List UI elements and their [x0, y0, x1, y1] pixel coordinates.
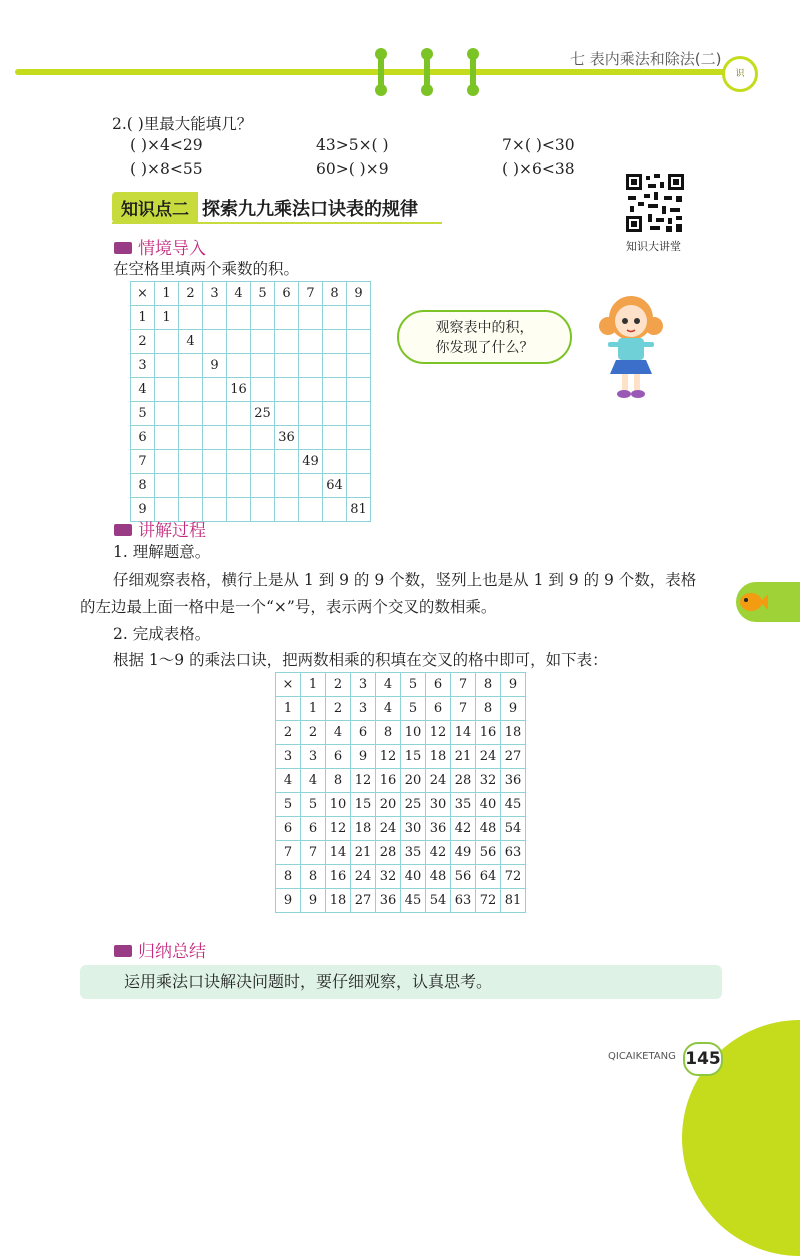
table1-cell: [299, 402, 323, 426]
table1-cell: [227, 474, 251, 498]
table1-cell: 16: [227, 378, 251, 402]
table1-cell: [251, 426, 275, 450]
table1-row: [131, 450, 371, 474]
table2-cell: 30: [401, 817, 426, 841]
table2-header-cell: ×: [276, 673, 301, 697]
table1-cell: 4: [179, 330, 203, 354]
table2-cell: 4: [376, 697, 401, 721]
table1-cell: [203, 498, 227, 522]
table1-cell: [227, 354, 251, 378]
table2-cell: 48: [426, 865, 451, 889]
table1-cell: [347, 426, 371, 450]
table2-cell: 5: [401, 697, 426, 721]
table2-cell: 4: [326, 721, 351, 745]
table1-row: [131, 306, 371, 330]
cartoon-girl-icon: [596, 288, 666, 403]
table2-cell: 24: [351, 865, 376, 889]
table1-cell: [179, 402, 203, 426]
table2-cell: 1: [301, 697, 326, 721]
table2-cell: 2: [301, 721, 326, 745]
explain-paragraph: 的左边最上面一格中是一个“×”号，表示两个交叉的数相乘。: [80, 598, 497, 616]
explain-paragraph: 根据 1～9 的乘法口诀，把两数相乘的积填在交叉的格中即可，如下表：: [113, 651, 608, 669]
table1-cell: [155, 450, 179, 474]
table1-cell: [275, 450, 299, 474]
explain-heading-label: 讲解过程: [138, 521, 206, 541]
table1-row-header: 2: [131, 330, 155, 354]
table2-cell: 8: [301, 865, 326, 889]
table1-cell: 9: [203, 354, 227, 378]
table2-row-header: 7: [276, 841, 301, 865]
table2-cell: 72: [501, 865, 526, 889]
table1-cell: [179, 474, 203, 498]
table2-cell: 16: [326, 865, 351, 889]
table2-cell: 12: [326, 817, 351, 841]
table2-cell: 8: [476, 697, 501, 721]
table2-cell: 27: [351, 889, 376, 913]
table1-row: [131, 354, 371, 378]
table2-cell: 24: [376, 817, 401, 841]
table2-row: [276, 817, 526, 841]
bubble-line: 你发现了什么？: [435, 340, 534, 356]
table1-cell: [275, 474, 299, 498]
table2-row: [276, 865, 526, 889]
table1-cell: [323, 402, 347, 426]
question-item: 7×( )<30: [502, 136, 575, 154]
table1-cell: [275, 498, 299, 522]
table1-row-header: 7: [131, 450, 155, 474]
table2-header-cell: 8: [476, 673, 501, 697]
table1-header-cell: 4: [227, 282, 251, 306]
table1-cell: [203, 306, 227, 330]
table2-row-header: 3: [276, 745, 301, 769]
table1-cell: [323, 450, 347, 474]
question-item: ( )×4<29: [130, 136, 203, 154]
table1-cell: [251, 306, 275, 330]
table1-cell: [227, 402, 251, 426]
table1-cell: [275, 378, 299, 402]
table1-cell: [227, 498, 251, 522]
table2-cell: 21: [351, 841, 376, 865]
table2-row-header: 9: [276, 889, 301, 913]
table1-header-cell: 8: [323, 282, 347, 306]
table2-cell: 8: [376, 721, 401, 745]
question-item: 60>( )×9: [316, 160, 389, 178]
table2-cell: 24: [476, 745, 501, 769]
table2-header-cell: 9: [501, 673, 526, 697]
table2-cell: 20: [376, 793, 401, 817]
table1-cell: [203, 330, 227, 354]
table1-cell: [251, 450, 275, 474]
table1-cell: [251, 330, 275, 354]
chapter-title: 七 表内乘法和除法(二): [570, 50, 722, 68]
table2-row-header: 2: [276, 721, 301, 745]
table1-header-cell: ×: [131, 282, 155, 306]
step-2: 2. 完成表格。: [113, 625, 211, 643]
table2-cell: 35: [401, 841, 426, 865]
table1-cell: [347, 378, 371, 402]
table2-cell: 54: [426, 889, 451, 913]
summary-heading-label: 归纳总结: [138, 942, 206, 962]
summary-heading: [114, 937, 206, 962]
table1-row-header: 5: [131, 402, 155, 426]
table2-cell: 36: [426, 817, 451, 841]
table1-cell: [251, 474, 275, 498]
table2-row-header: 8: [276, 865, 301, 889]
qr-label: 知识大讲堂: [626, 240, 681, 253]
table1-cell: [347, 354, 371, 378]
table1-row: [131, 378, 371, 402]
table2-row-header: 4: [276, 769, 301, 793]
table1-cell: [299, 330, 323, 354]
question-title: 2.( )里最大能填几？: [112, 115, 253, 133]
table2-cell: 10: [326, 793, 351, 817]
table2-cell: 49: [451, 841, 476, 865]
table2-cell: 28: [376, 841, 401, 865]
table2-cell: 3: [351, 697, 376, 721]
table2-cell: 72: [476, 889, 501, 913]
table2-cell: 18: [426, 745, 451, 769]
table2-header-cell: 3: [351, 673, 376, 697]
table1-cell: [323, 426, 347, 450]
table1-cell: [323, 330, 347, 354]
table2-cell: 32: [376, 865, 401, 889]
table1-cell: [203, 474, 227, 498]
table1-header-cell: 1: [155, 282, 179, 306]
table2-header-cell: 4: [376, 673, 401, 697]
table2-cell: 54: [501, 817, 526, 841]
table1-cell: [227, 330, 251, 354]
table1-cell: [299, 354, 323, 378]
question-item: ( )×6<38: [502, 160, 575, 178]
table2-cell: 10: [401, 721, 426, 745]
table2-cell: 14: [451, 721, 476, 745]
table2-cell: 45: [501, 793, 526, 817]
table1-cell: [227, 450, 251, 474]
table2-cell: 18: [326, 889, 351, 913]
table2-cell: 63: [451, 889, 476, 913]
full-multiplication-table: [275, 672, 526, 913]
table2-cell: 28: [451, 769, 476, 793]
table2-cell: 18: [351, 817, 376, 841]
bubble-line: 观察表中的积，: [435, 320, 534, 336]
table1-cell: [275, 354, 299, 378]
table1-cell: 49: [299, 450, 323, 474]
table1-row: [131, 282, 371, 306]
table1-cell: [179, 378, 203, 402]
table2-cell: 9: [501, 697, 526, 721]
table2-cell: 4: [301, 769, 326, 793]
table2-cell: 12: [351, 769, 376, 793]
table2-cell: 25: [401, 793, 426, 817]
table1-cell: [203, 426, 227, 450]
table1-cell: [203, 402, 227, 426]
summary-box: 运用乘法口诀解决问题时，要仔细观察，认真思考。: [80, 965, 722, 999]
table2-row: [276, 745, 526, 769]
table1-cell: [347, 330, 371, 354]
table2-row: [276, 673, 526, 697]
table1-header-cell: 6: [275, 282, 299, 306]
speech-bubble: [397, 310, 572, 364]
table1-cell: [323, 498, 347, 522]
fish-icon: [738, 590, 768, 614]
table2-cell: 5: [301, 793, 326, 817]
table1-cell: [299, 474, 323, 498]
table1-cell: [299, 426, 323, 450]
section-underline: [112, 222, 442, 224]
table1-cell: [299, 378, 323, 402]
table1-cell: 36: [275, 426, 299, 450]
table1-cell: [155, 474, 179, 498]
table1-cell: [179, 426, 203, 450]
binder-clip-icon: [424, 52, 430, 92]
eraser-icon: [114, 524, 132, 536]
table1-header-cell: 3: [203, 282, 227, 306]
table2-header-cell: 1: [301, 673, 326, 697]
table2-row-header: 6: [276, 817, 301, 841]
table2-cell: 35: [451, 793, 476, 817]
table1-cell: [275, 306, 299, 330]
table2-cell: 3: [301, 745, 326, 769]
table2-header-cell: 2: [326, 673, 351, 697]
table1-row-header: 8: [131, 474, 155, 498]
table1-row: [131, 402, 371, 426]
table2-cell: 63: [501, 841, 526, 865]
table2-row: [276, 697, 526, 721]
table1-cell: [347, 306, 371, 330]
table2-row-header: 5: [276, 793, 301, 817]
table2-cell: 36: [376, 889, 401, 913]
table2-row: [276, 841, 526, 865]
table2-cell: 27: [501, 745, 526, 769]
table2-cell: 12: [376, 745, 401, 769]
table2-cell: 16: [376, 769, 401, 793]
table1-cell: [203, 378, 227, 402]
table1-cell: [179, 306, 203, 330]
table1-header-cell: 2: [179, 282, 203, 306]
table1-cell: [251, 378, 275, 402]
table1-cell: [251, 354, 275, 378]
table1-header-cell: 9: [347, 282, 371, 306]
partial-multiplication-table: [130, 281, 371, 522]
section-title: 探索九九乘法口诀表的规律: [202, 199, 418, 220]
table2-cell: 7: [301, 841, 326, 865]
table1-cell: 81: [347, 498, 371, 522]
table2-cell: 81: [501, 889, 526, 913]
table2-cell: 18: [501, 721, 526, 745]
eraser-icon: [114, 945, 132, 957]
table1-row-header: 3: [131, 354, 155, 378]
table1-cell: [203, 450, 227, 474]
table2-cell: 6: [326, 745, 351, 769]
table1-cell: 1: [155, 306, 179, 330]
table1-cell: [227, 306, 251, 330]
table1-row: [131, 330, 371, 354]
binder-clip-icon: [470, 52, 476, 92]
intro-text: 在空格里填两个乘数的积。: [113, 260, 300, 278]
table1-cell: [299, 498, 323, 522]
table1-cell: [323, 378, 347, 402]
table2-cell: 21: [451, 745, 476, 769]
table1-row-header: 4: [131, 378, 155, 402]
table2-cell: 45: [401, 889, 426, 913]
table2-cell: 7: [451, 697, 476, 721]
table2-cell: 64: [476, 865, 501, 889]
table2-cell: 36: [501, 769, 526, 793]
table2-cell: 20: [401, 769, 426, 793]
table1-cell: [323, 306, 347, 330]
table2-row: [276, 769, 526, 793]
table2-cell: 2: [326, 697, 351, 721]
section-label: 知识点二: [112, 192, 198, 223]
table2-cell: 15: [351, 793, 376, 817]
table2-cell: 8: [326, 769, 351, 793]
table2-cell: 6: [351, 721, 376, 745]
table2-cell: 40: [476, 793, 501, 817]
table2-cell: 42: [451, 817, 476, 841]
table2-cell: 9: [301, 889, 326, 913]
step-1: 1. 理解题意。: [113, 543, 211, 561]
table1-row-header: 1: [131, 306, 155, 330]
table2-cell: 30: [426, 793, 451, 817]
table1-cell: [275, 330, 299, 354]
table2-cell: 6: [301, 817, 326, 841]
table1-cell: [155, 378, 179, 402]
table1-cell: [347, 474, 371, 498]
table1-row-header: 9: [131, 498, 155, 522]
table2-cell: 6: [426, 697, 451, 721]
eraser-icon: [114, 242, 132, 254]
table2-header-cell: 6: [426, 673, 451, 697]
question-item: 43>5×( ): [316, 136, 389, 154]
table1-cell: [275, 402, 299, 426]
table1-cell: [347, 450, 371, 474]
table2-row: [276, 889, 526, 913]
page-number: 145: [683, 1042, 723, 1076]
qr-code-icon[interactable]: [624, 172, 686, 234]
table1-row: [131, 426, 371, 450]
table2-cell: 12: [426, 721, 451, 745]
table1-header-cell: 5: [251, 282, 275, 306]
table1-cell: 25: [251, 402, 275, 426]
intro-heading-label: 情境导入: [138, 239, 206, 259]
table2-row-header: 1: [276, 697, 301, 721]
table2-header-cell: 7: [451, 673, 476, 697]
table2-row: [276, 793, 526, 817]
table1-cell: [155, 330, 179, 354]
table1-cell: [179, 450, 203, 474]
table1-row: [131, 474, 371, 498]
table2-cell: 9: [351, 745, 376, 769]
table2-cell: 16: [476, 721, 501, 745]
table2-cell: 32: [476, 769, 501, 793]
table1-row-header: 6: [131, 426, 155, 450]
section-banner: [112, 192, 422, 222]
table2-cell: 56: [451, 865, 476, 889]
table2-cell: 42: [426, 841, 451, 865]
table2-cell: 14: [326, 841, 351, 865]
table2-cell: 56: [476, 841, 501, 865]
explain-paragraph: 仔细观察表格，横行上是从 1 到 9 的 9 个数，竖列上也是从 1 到 9 的 9 个数，表格: [113, 571, 697, 589]
table2-cell: 15: [401, 745, 426, 769]
table1-cell: [155, 402, 179, 426]
table1-cell: 64: [323, 474, 347, 498]
binder-clip-icon: [378, 52, 384, 92]
table2-cell: 24: [426, 769, 451, 793]
table1-cell: [299, 306, 323, 330]
table1-cell: [155, 354, 179, 378]
table2-header-cell: 5: [401, 673, 426, 697]
chapter-badge-icon: 识: [722, 56, 758, 92]
table2-cell: 48: [476, 817, 501, 841]
table1-cell: [347, 402, 371, 426]
question-item: ( )×8<55: [130, 160, 203, 178]
table2-row: [276, 721, 526, 745]
table1-cell: [323, 354, 347, 378]
table1-cell: [155, 426, 179, 450]
table1-cell: [227, 426, 251, 450]
table1-cell: [179, 354, 203, 378]
table1-cell: [251, 498, 275, 522]
brand-text: QICAIKETANG: [608, 1051, 676, 1062]
table1-header-cell: 7: [299, 282, 323, 306]
table2-cell: 40: [401, 865, 426, 889]
